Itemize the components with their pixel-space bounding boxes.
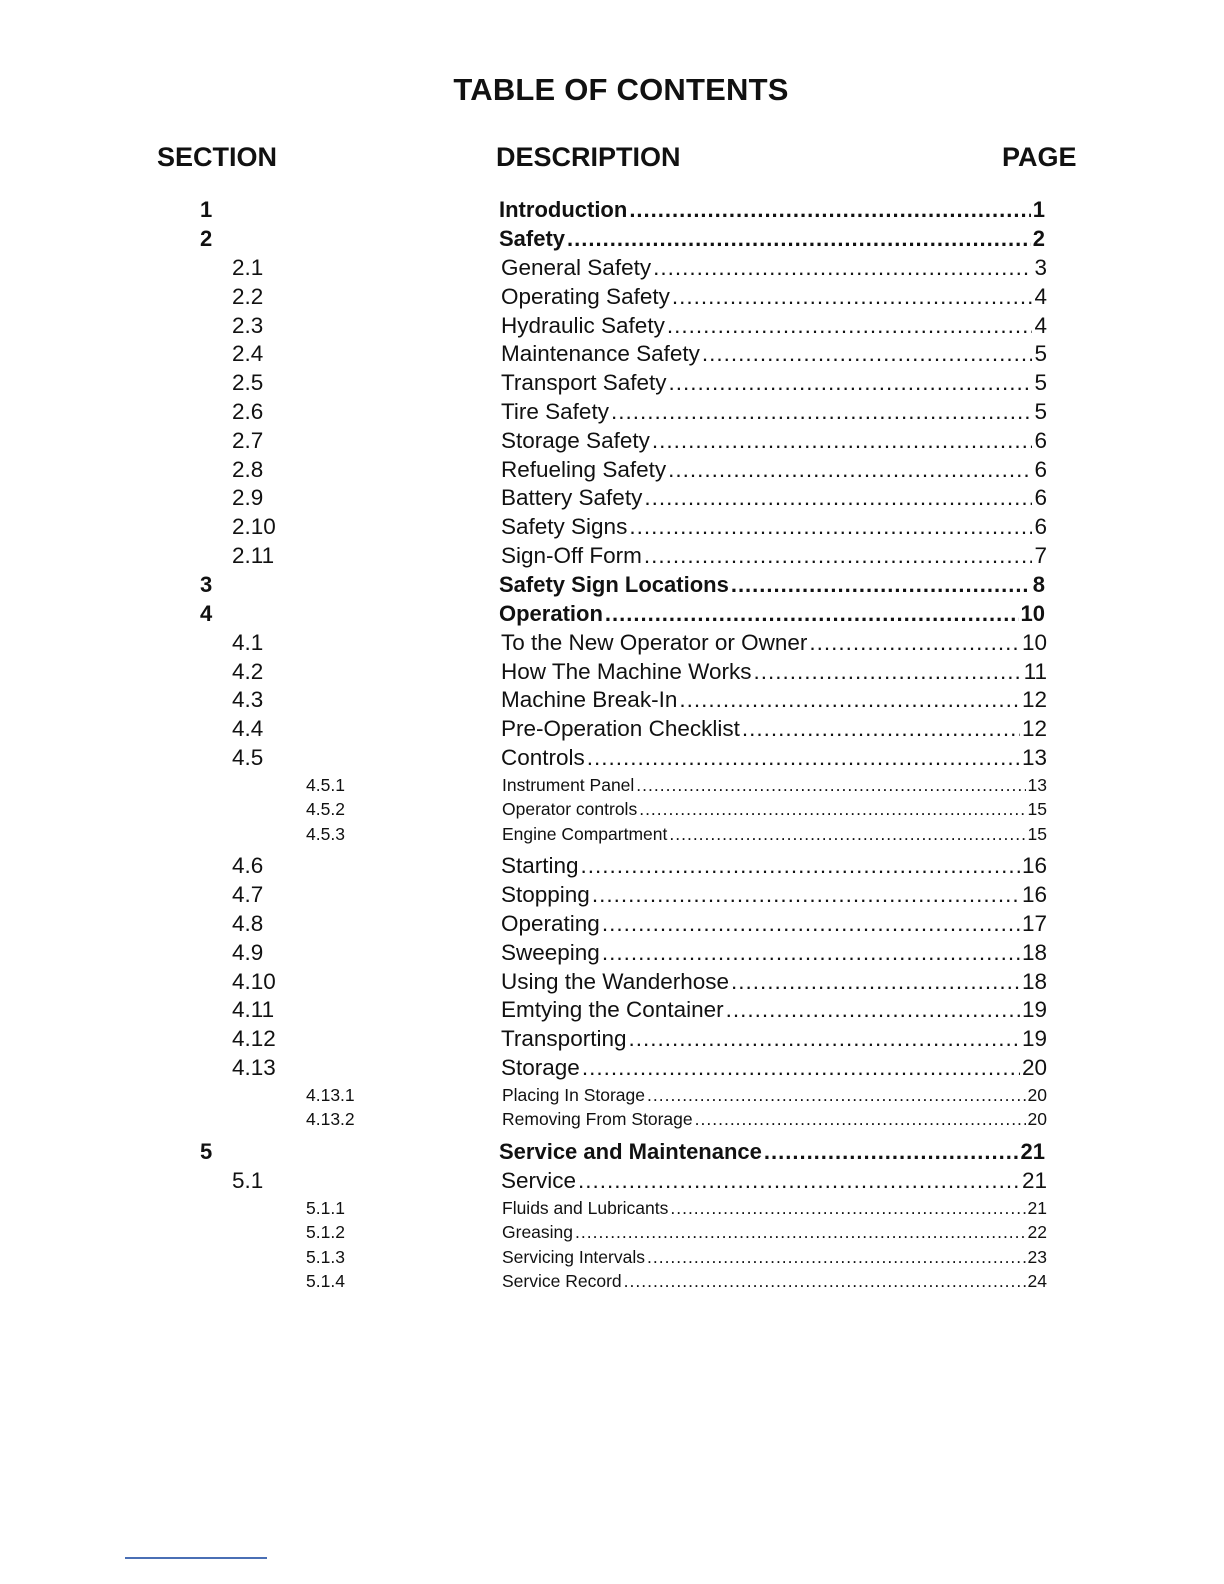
toc-section-number: 4.6 bbox=[232, 853, 264, 879]
toc-section-number: 4.3 bbox=[232, 687, 264, 713]
toc-entry-title: Removing From Storage bbox=[502, 1109, 693, 1130]
toc-entry-line bbox=[501, 940, 1047, 966]
toc-page-number: 13 bbox=[1021, 745, 1047, 770]
toc-entry-title: Sweeping bbox=[501, 939, 600, 965]
toc-entry-line bbox=[499, 226, 1045, 252]
toc-entry-title: Refueling Safety bbox=[501, 456, 667, 482]
toc-entry[interactable] bbox=[0, 1247, 1224, 1272]
toc-section-number: 4.5.3 bbox=[306, 823, 345, 844]
dot-leader bbox=[602, 911, 1020, 937]
dot-leader bbox=[611, 399, 1033, 425]
page-column-header: PAGE bbox=[1002, 142, 1077, 172]
toc-section-number: 5 bbox=[200, 1138, 213, 1164]
toc-entry-title: Maintenance Safety bbox=[501, 341, 700, 367]
toc-entry-line bbox=[499, 1139, 1045, 1165]
toc-entry-title: Service and Maintenance bbox=[499, 1138, 762, 1164]
toc-entry-line bbox=[499, 572, 1045, 598]
toc-section-number: 5.1.4 bbox=[306, 1271, 345, 1291]
toc-entry-line bbox=[501, 630, 1047, 656]
dot-leader bbox=[581, 853, 1020, 879]
toc-page-number: 21 bbox=[1027, 1197, 1047, 1218]
toc-section-number: 4 bbox=[200, 600, 213, 626]
toc-entry-title: Emtying the Container bbox=[501, 997, 724, 1023]
toc-entry-title: Safety bbox=[499, 226, 566, 251]
toc-page-number: 7 bbox=[1034, 543, 1047, 568]
toc-entry-title: Placing In Storage bbox=[502, 1084, 646, 1105]
dot-leader bbox=[647, 1247, 1026, 1268]
toc-entry-line bbox=[502, 775, 1047, 796]
toc-section-number: 4.5 bbox=[232, 745, 264, 770]
dot-leader bbox=[672, 284, 1033, 310]
toc-page-number: 16 bbox=[1021, 853, 1047, 879]
toc-entry-title: Transporting bbox=[501, 1026, 627, 1052]
toc-entry[interactable] bbox=[0, 1139, 1224, 1168]
toc-section-number: 1 bbox=[200, 197, 213, 222]
toc-entry-title: Engine Compartment bbox=[502, 823, 668, 844]
toc-entry-line bbox=[501, 911, 1047, 937]
toc-entry-title: Operation bbox=[499, 600, 603, 626]
toc-entry[interactable] bbox=[0, 824, 1224, 849]
dot-leader bbox=[764, 1139, 1019, 1165]
toc-page-number: 5 bbox=[1034, 341, 1047, 367]
dot-leader bbox=[668, 457, 1032, 483]
toc-entry-line bbox=[501, 716, 1047, 742]
toc-entry[interactable] bbox=[0, 543, 1224, 572]
toc-entry-title: Using the Wanderhose bbox=[501, 968, 730, 994]
footer-divider bbox=[125, 1557, 267, 1559]
dot-leader bbox=[605, 601, 1019, 627]
toc-entry-line bbox=[502, 1222, 1047, 1243]
description-column-header: DESCRIPTION bbox=[496, 142, 681, 172]
dot-leader bbox=[567, 226, 1031, 252]
toc-entry[interactable] bbox=[0, 745, 1224, 774]
toc-page-number: 15 bbox=[1027, 799, 1047, 820]
toc-entry[interactable] bbox=[0, 882, 1224, 911]
dot-leader bbox=[644, 543, 1033, 569]
toc-page-number: 5 bbox=[1034, 370, 1047, 396]
toc-page-number: 12 bbox=[1021, 716, 1047, 742]
dot-leader bbox=[653, 255, 1032, 281]
toc-page-number: 6 bbox=[1034, 456, 1047, 482]
toc-entry[interactable] bbox=[0, 341, 1224, 370]
toc-page-number: 24 bbox=[1027, 1271, 1047, 1291]
toc-entry-title: General Safety bbox=[501, 255, 652, 280]
toc-entry-line bbox=[502, 1247, 1047, 1268]
toc-entry[interactable] bbox=[0, 399, 1224, 428]
toc-entry-line bbox=[501, 428, 1047, 454]
toc-entry-title: Storage bbox=[501, 1054, 580, 1080]
dot-leader bbox=[578, 1168, 1020, 1194]
dot-leader bbox=[667, 313, 1033, 339]
toc-page-number: 20 bbox=[1027, 1084, 1047, 1105]
toc-entry[interactable] bbox=[0, 1222, 1224, 1247]
toc-page-number: 2 bbox=[1032, 226, 1045, 251]
dot-leader bbox=[731, 572, 1031, 598]
toc-entry-title: Tire Safety bbox=[501, 399, 609, 424]
dot-leader bbox=[628, 1026, 1019, 1052]
toc-entry-title: Machine Break-In bbox=[501, 687, 678, 713]
toc-entry-line bbox=[499, 601, 1045, 627]
toc-entry-line bbox=[501, 745, 1047, 771]
toc-page-number: 6 bbox=[1034, 485, 1047, 511]
toc-entry-line bbox=[501, 485, 1047, 511]
toc-entry[interactable] bbox=[0, 370, 1224, 399]
toc-entry-line bbox=[501, 514, 1047, 540]
toc-entry-line bbox=[499, 197, 1045, 223]
toc-entry-title: Safety Sign Locations bbox=[499, 571, 729, 597]
toc-entry[interactable] bbox=[0, 1168, 1224, 1197]
toc-entry-title: Controls bbox=[501, 745, 585, 770]
toc-section-number: 2.2 bbox=[232, 283, 264, 309]
toc-entry-title: Service Record bbox=[502, 1271, 622, 1291]
toc-page-number: 11 bbox=[1023, 658, 1047, 684]
toc-section-number: 4.5.1 bbox=[306, 774, 345, 795]
dot-leader bbox=[629, 197, 1030, 223]
toc-page-number: 4 bbox=[1034, 312, 1047, 338]
toc-entry[interactable] bbox=[0, 1055, 1224, 1084]
dot-leader bbox=[742, 716, 1020, 742]
toc-entry-title: Service bbox=[501, 1167, 577, 1193]
toc-page-number: 18 bbox=[1021, 968, 1047, 994]
toc-entry-title: Operator controls bbox=[502, 799, 638, 820]
toc-entry[interactable] bbox=[0, 1109, 1224, 1134]
toc-section-number: 5.1 bbox=[232, 1167, 264, 1193]
toc-entry-line bbox=[502, 799, 1047, 820]
toc-page-number: 10 bbox=[1020, 600, 1045, 626]
toc-section-number: 3 bbox=[200, 571, 213, 597]
toc-section-number: 4.9 bbox=[232, 939, 264, 965]
toc-entry[interactable] bbox=[0, 197, 1224, 226]
dot-leader bbox=[670, 1198, 1025, 1219]
toc-page-number: 12 bbox=[1021, 687, 1047, 713]
toc-entry[interactable] bbox=[0, 716, 1224, 745]
dot-leader bbox=[669, 824, 1025, 845]
toc-entry[interactable] bbox=[0, 687, 1224, 716]
toc-entry[interactable] bbox=[0, 940, 1224, 969]
toc-section-number: 4.10 bbox=[232, 968, 276, 994]
toc-entry-line bbox=[501, 853, 1047, 879]
toc-entry-title: Servicing Intervals bbox=[502, 1246, 645, 1267]
toc-page-number: 20 bbox=[1027, 1109, 1047, 1130]
toc-page-number: 5 bbox=[1034, 399, 1047, 424]
toc-entry-line bbox=[501, 882, 1047, 908]
toc-entry-title: Safety Signs bbox=[501, 514, 628, 540]
toc-section-number: 2.9 bbox=[232, 485, 264, 511]
toc-section-number: 5.1.3 bbox=[306, 1246, 345, 1267]
toc-entry[interactable] bbox=[0, 1085, 1224, 1110]
dot-leader bbox=[629, 514, 1032, 540]
toc-entry-title: Sign-Off Form bbox=[501, 543, 642, 568]
toc-page-number: 3 bbox=[1034, 255, 1047, 280]
toc-section-number: 4.13.2 bbox=[306, 1109, 355, 1130]
toc-entry-line bbox=[501, 313, 1047, 339]
toc-entry-line bbox=[501, 457, 1047, 483]
toc-entry-line bbox=[501, 687, 1047, 713]
dot-leader bbox=[575, 1222, 1026, 1243]
toc-section-number: 2.5 bbox=[232, 370, 264, 396]
toc-entry-line bbox=[501, 1055, 1047, 1081]
toc-entry-title: Introduction bbox=[499, 197, 628, 222]
dot-leader bbox=[754, 659, 1022, 685]
toc-section-number: 4.8 bbox=[232, 910, 264, 936]
toc-section-number: 4.4 bbox=[232, 716, 264, 742]
toc-entry-line bbox=[501, 659, 1047, 685]
toc-page-number: 8 bbox=[1032, 571, 1045, 597]
dot-leader bbox=[731, 969, 1020, 995]
toc-section-number: 4.13 bbox=[232, 1054, 276, 1080]
toc-entry-line bbox=[502, 824, 1047, 845]
toc-entry-line bbox=[502, 1271, 1047, 1292]
toc-section-number: 4.13.1 bbox=[306, 1084, 355, 1105]
toc-page-number: 21 bbox=[1020, 1138, 1045, 1164]
toc-entry[interactable] bbox=[0, 1026, 1224, 1055]
page-title: TABLE OF CONTENTS bbox=[453, 72, 789, 107]
toc-entry-title: Pre-Operation Checklist bbox=[501, 716, 740, 742]
toc-section-number: 2 bbox=[200, 226, 213, 251]
toc-entry-line bbox=[501, 284, 1047, 310]
toc-entry-title: To the New Operator or Owner bbox=[501, 629, 808, 655]
toc-entry[interactable] bbox=[0, 799, 1224, 824]
toc-entry[interactable] bbox=[0, 601, 1224, 630]
toc-entry-title: Greasing bbox=[502, 1222, 574, 1242]
dot-leader bbox=[726, 997, 1020, 1023]
toc-entry[interactable] bbox=[0, 226, 1224, 255]
toc-entry[interactable] bbox=[0, 572, 1224, 601]
dot-leader bbox=[582, 1055, 1020, 1081]
toc-page-number: 17 bbox=[1021, 910, 1047, 936]
toc-entry[interactable] bbox=[0, 428, 1224, 457]
toc-entry-line bbox=[501, 399, 1047, 425]
dot-leader bbox=[695, 1109, 1026, 1130]
toc-entry[interactable] bbox=[0, 457, 1224, 486]
toc-entry[interactable] bbox=[0, 630, 1224, 659]
toc-entry-line bbox=[501, 969, 1047, 995]
toc-entry[interactable] bbox=[0, 284, 1224, 313]
toc-entry[interactable] bbox=[0, 969, 1224, 998]
dot-leader bbox=[624, 1271, 1026, 1292]
toc-entry-line bbox=[502, 1085, 1047, 1106]
toc-page-number: 21 bbox=[1021, 1167, 1047, 1193]
toc-entry-title: Storage Safety bbox=[501, 427, 650, 453]
toc-page-number: 13 bbox=[1027, 774, 1047, 795]
toc-entry[interactable] bbox=[0, 775, 1224, 800]
toc-entry-line bbox=[501, 1168, 1047, 1194]
toc-entry-line bbox=[501, 255, 1047, 281]
toc-page-number: 22 bbox=[1027, 1222, 1047, 1242]
toc-entry-title: Fluids and Lubricants bbox=[502, 1197, 669, 1218]
toc-entry-title: Instrument Panel bbox=[502, 774, 635, 795]
toc-section-number: 2.1 bbox=[232, 255, 264, 280]
toc-entry-title: Stopping bbox=[501, 882, 590, 908]
toc-entry-title: Operating Safety bbox=[501, 283, 670, 309]
toc-entry-title: Operating bbox=[501, 910, 600, 936]
toc-page-number: 4 bbox=[1034, 283, 1047, 309]
toc-entry[interactable] bbox=[0, 313, 1224, 342]
toc-section-number: 4.1 bbox=[232, 629, 264, 655]
toc-section-number: 2.7 bbox=[232, 427, 264, 453]
toc-entry-line bbox=[501, 370, 1047, 396]
toc-entry-line bbox=[502, 1198, 1047, 1219]
toc-entry[interactable] bbox=[0, 485, 1224, 514]
dot-leader bbox=[644, 485, 1032, 511]
toc-entry[interactable] bbox=[0, 853, 1224, 882]
toc-section-number: 2.10 bbox=[232, 514, 276, 540]
toc-entry[interactable] bbox=[0, 659, 1224, 688]
toc-entry[interactable] bbox=[0, 997, 1224, 1026]
toc-entry-title: Transport Safety bbox=[501, 370, 667, 396]
dot-leader bbox=[702, 341, 1033, 367]
toc-page-number: 20 bbox=[1021, 1054, 1047, 1080]
dot-leader bbox=[809, 630, 1020, 656]
toc-section-number: 4.2 bbox=[232, 658, 264, 684]
toc-section-number: 4.7 bbox=[232, 882, 264, 908]
toc-entry-line bbox=[501, 997, 1047, 1023]
toc-page-number: 6 bbox=[1034, 514, 1047, 540]
dot-leader bbox=[587, 745, 1020, 771]
toc-page-number: 6 bbox=[1034, 427, 1047, 453]
toc-page-number: 19 bbox=[1021, 997, 1047, 1023]
toc-entry[interactable] bbox=[0, 255, 1224, 284]
toc-entry-line bbox=[501, 1026, 1047, 1052]
dot-leader bbox=[669, 370, 1033, 396]
dot-leader bbox=[652, 428, 1033, 454]
toc-entry[interactable] bbox=[0, 514, 1224, 543]
toc-entry[interactable] bbox=[0, 1198, 1224, 1223]
toc-page-number: 16 bbox=[1021, 882, 1047, 908]
toc-section-number: 5.1.2 bbox=[306, 1222, 345, 1242]
toc-entry-line bbox=[501, 543, 1047, 569]
dot-leader bbox=[679, 687, 1020, 713]
toc-section-number: 4.5.2 bbox=[306, 799, 345, 820]
dot-leader bbox=[647, 1085, 1026, 1106]
dot-leader bbox=[592, 882, 1020, 908]
dot-leader bbox=[602, 940, 1020, 966]
toc-entry-line bbox=[501, 341, 1047, 367]
dot-leader bbox=[639, 799, 1025, 820]
toc-page-number: 19 bbox=[1021, 1026, 1047, 1052]
dot-leader bbox=[636, 775, 1025, 796]
toc-page-number: 1 bbox=[1032, 197, 1045, 222]
toc-section-number: 2.4 bbox=[232, 341, 264, 367]
toc-page-number: 10 bbox=[1021, 629, 1047, 655]
toc-section-number: 4.12 bbox=[232, 1026, 276, 1052]
toc-section-number: 2.8 bbox=[232, 456, 264, 482]
toc-entry-title: How The Machine Works bbox=[501, 658, 752, 684]
toc-section-number: 2.3 bbox=[232, 312, 264, 338]
toc-entry-line bbox=[502, 1109, 1047, 1130]
toc-section-number: 4.11 bbox=[232, 997, 275, 1023]
toc-page-number: 18 bbox=[1021, 939, 1047, 965]
toc-entry-title: Hydraulic Safety bbox=[501, 312, 665, 338]
toc-entry-title: Starting bbox=[501, 853, 579, 879]
toc-entry[interactable] bbox=[0, 911, 1224, 940]
toc-page-number: 15 bbox=[1027, 823, 1047, 844]
toc-entry-title: Battery Safety bbox=[501, 485, 643, 511]
toc-page-number: 23 bbox=[1027, 1246, 1047, 1267]
section-column-header: SECTION bbox=[157, 142, 278, 172]
toc-section-number: 5.1.1 bbox=[306, 1197, 345, 1218]
toc-section-number: 2.6 bbox=[232, 399, 264, 424]
toc-section-number: 2.11 bbox=[232, 543, 275, 568]
toc-entry[interactable] bbox=[0, 1271, 1224, 1296]
